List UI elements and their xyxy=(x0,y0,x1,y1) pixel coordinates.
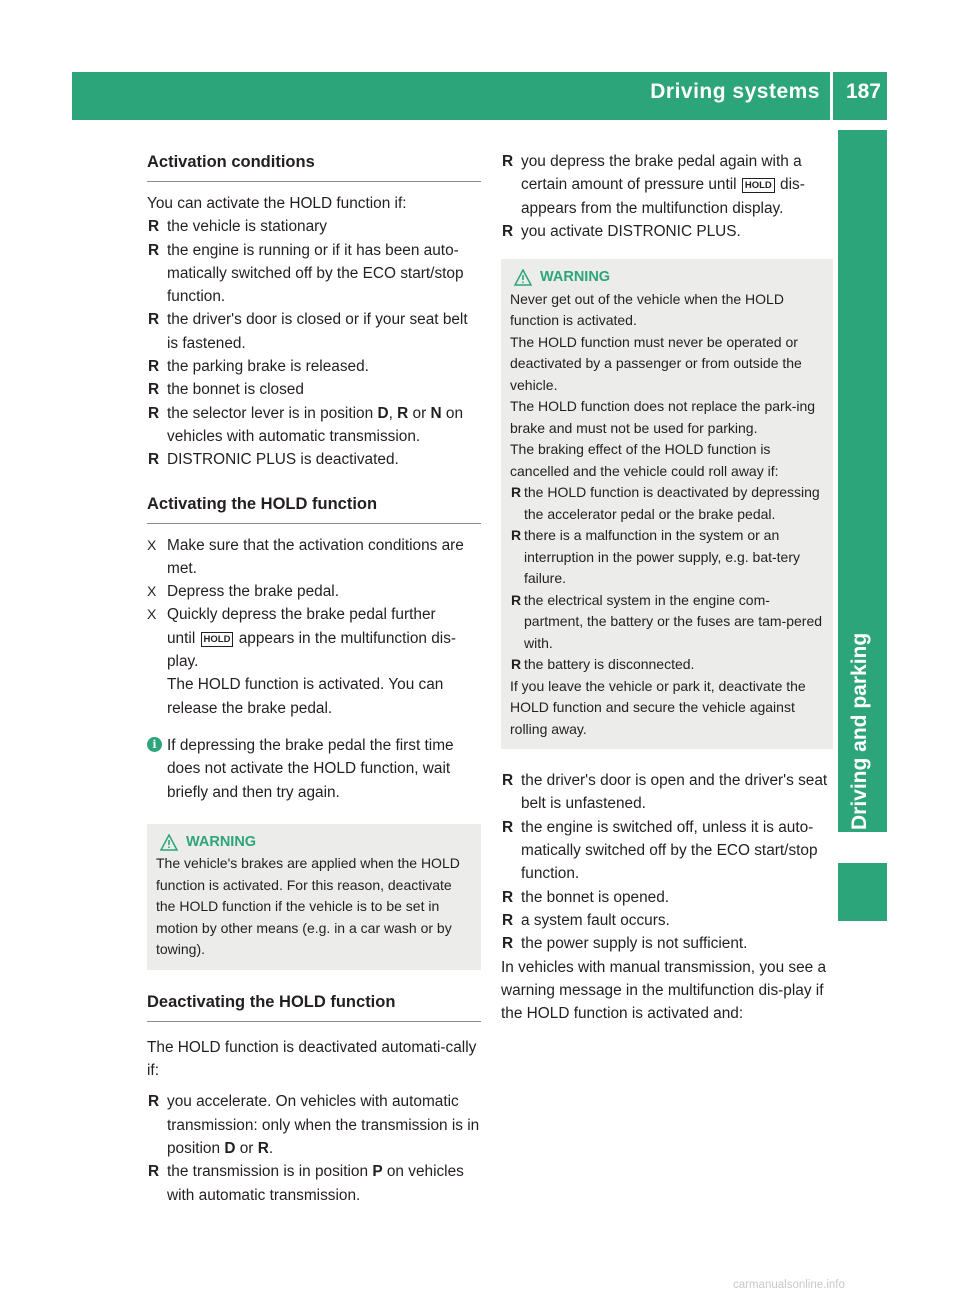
heading-activating-hold: Activating the HOLD function xyxy=(147,492,481,524)
list-item: R the HOLD function is deactivated by depressing the accelerator pedal or the brake pedal. xyxy=(511,484,820,522)
list-item: R the power supply is not sufficient. xyxy=(501,932,833,955)
bullet-icon: R xyxy=(502,888,514,906)
bullet-icon: R xyxy=(511,527,522,544)
list-item: R the engine is switched off, unless it is auto-matically switched off by the ECO start/stop function. xyxy=(501,816,833,886)
warning-text: The vehicle's brakes are applied when the HOLD function is activated. For this reason, deactivate the HOLD function if the vehicle is to be set in motion by other means (e.g. in a car wash or by towing). xyxy=(156,855,460,958)
section-title: Driving systems xyxy=(650,80,820,103)
bullet-icon: R xyxy=(502,222,514,240)
bullet-icon: R xyxy=(502,911,514,929)
chapter-tab-label: Driving and parking xyxy=(848,632,871,830)
deactivating-intro: The HOLD function is deactivated automati-cally if: xyxy=(147,1038,477,1080)
bullet-icon: R xyxy=(511,484,522,501)
info-note: i If depressing the brake pedal the first time does not activate the HOLD function, wait briefly and then try again. xyxy=(147,734,481,804)
bullet-icon: R xyxy=(511,656,522,673)
list-item: R the parking brake is released. xyxy=(147,355,481,378)
bullet-icon: R xyxy=(502,772,514,790)
step-item: X Depress the brake pedal. xyxy=(147,580,481,603)
list-item: R the transmission is in position P on vehicles with automatic transmission. xyxy=(147,1160,481,1207)
left-column xyxy=(147,150,481,1207)
warning-paragraph: The HOLD function must never be operated or deactivated by a passenger or from outside the vehicle. xyxy=(510,333,802,393)
list-item: R you activate DISTRONIC PLUS. xyxy=(501,220,833,243)
info-icon: i xyxy=(147,737,162,752)
list-item: R the electrical system in the engine com-partment, the battery or the fuses are tam-pered with. xyxy=(511,591,823,651)
bullet-icon: R xyxy=(511,591,522,608)
bullet-icon: R xyxy=(148,1163,160,1181)
bullet-icon: R xyxy=(148,218,160,236)
activation-conditions-list xyxy=(147,215,481,471)
warning-box xyxy=(147,824,481,970)
warning-paragraph: The HOLD function does not replace the park-ing brake and must not be used for parking. xyxy=(510,398,816,436)
list-item: R you accelerate. On vehicles with automatic transmission: only when the transmission is in position D or R. xyxy=(147,1090,481,1160)
list-item: R there is a malfunction in the system or an interruption in the power supply, e.g. bat-tery failure. xyxy=(511,527,801,587)
bullet-icon: R xyxy=(148,358,160,376)
bullet-icon: R xyxy=(148,451,160,469)
bullet-icon: R xyxy=(148,381,160,399)
chapter-tab-marker xyxy=(838,863,887,921)
warning-list xyxy=(510,482,824,676)
header-divider xyxy=(830,72,833,120)
list-item: R the driver's door is closed or if your seat belt is fastened. xyxy=(147,308,481,355)
list-item: R a system fault occurs. xyxy=(501,909,833,932)
step-item: X Quickly depress the brake pedal further until HOLD appears in the multifunction dis-play. The HOLD function is activated. You can release the brake pedal. xyxy=(147,603,481,719)
activation-intro: You can activate the HOLD function if: xyxy=(147,195,407,212)
step-item: X Make sure that the activation conditions are met. xyxy=(147,534,481,581)
bullet-icon: R xyxy=(148,311,160,329)
page-header xyxy=(72,72,887,120)
warning-paragraph: The braking effect of the HOLD function is cancelled and the vehicle could roll away if: xyxy=(510,441,779,479)
page-number: 187 xyxy=(845,80,881,103)
heading-deactivating-hold: Deactivating the HOLD function xyxy=(147,990,481,1022)
warning-box xyxy=(501,259,833,749)
warning-header: WARNING xyxy=(156,832,472,854)
warning-paragraph: If you leave the vehicle or park it, deactivate the HOLD function and secure the vehicle against rolling away. xyxy=(510,677,806,737)
list-item: R the engine is running or if it has been auto-matically switched off by the ECO start/stop function. xyxy=(147,239,481,309)
heading-activation-conditions: Activation conditions xyxy=(147,150,481,182)
warning-triangle-icon xyxy=(514,269,532,286)
bullet-icon: R xyxy=(502,935,514,953)
hold-symbol-icon: HOLD xyxy=(742,178,775,193)
bullet-icon: R xyxy=(502,153,514,170)
list-item: R you depress the brake pedal again with a certain amount of pressure until HOLD dis-appears from the multifunction display. xyxy=(501,150,833,220)
warning-header: WARNING xyxy=(510,267,824,289)
list-item: R the bonnet is opened. xyxy=(501,886,833,909)
deactivating-list xyxy=(147,1090,481,1206)
hold-symbol-icon: HOLD xyxy=(201,632,234,647)
bullet-icon: R xyxy=(148,404,160,422)
bullet-icon: R xyxy=(148,241,160,259)
warning-paragraph: Never get out of the vehicle when the HOLD function is activated. xyxy=(510,290,784,329)
list-item: R DISTRONIC PLUS is deactivated. xyxy=(147,448,481,471)
footer-watermark: carmanualsonline.info xyxy=(733,1279,845,1291)
bullet-icon: R xyxy=(148,1093,160,1111)
list-item: R the driver's door is open and the driver's seat belt is unfastened. xyxy=(501,769,833,816)
step-arrow-icon: X xyxy=(147,606,157,623)
step-arrow-icon: X xyxy=(147,583,157,600)
activating-steps xyxy=(147,534,481,720)
list-item: R the vehicle is stationary xyxy=(147,215,481,238)
list-item: R the battery is disconnected. xyxy=(510,654,824,676)
list-item-selector-lever: R the selector lever is in position D, R or N on vehicles with automatic transmission. xyxy=(147,402,481,449)
step-arrow-icon: X xyxy=(147,536,157,553)
bullet-icon: R xyxy=(502,818,514,836)
deactivating-list-continued xyxy=(501,150,833,243)
closing-paragraph: In vehicles with manual transmission, you see a warning message in the multifunction dis-play if the HOLD function is activated and: xyxy=(501,958,827,1023)
list-item: R the bonnet is closed xyxy=(147,378,481,401)
deactivating-list-continued-2 xyxy=(501,769,833,955)
warning-triangle-icon xyxy=(160,834,178,851)
right-column xyxy=(501,150,833,1025)
